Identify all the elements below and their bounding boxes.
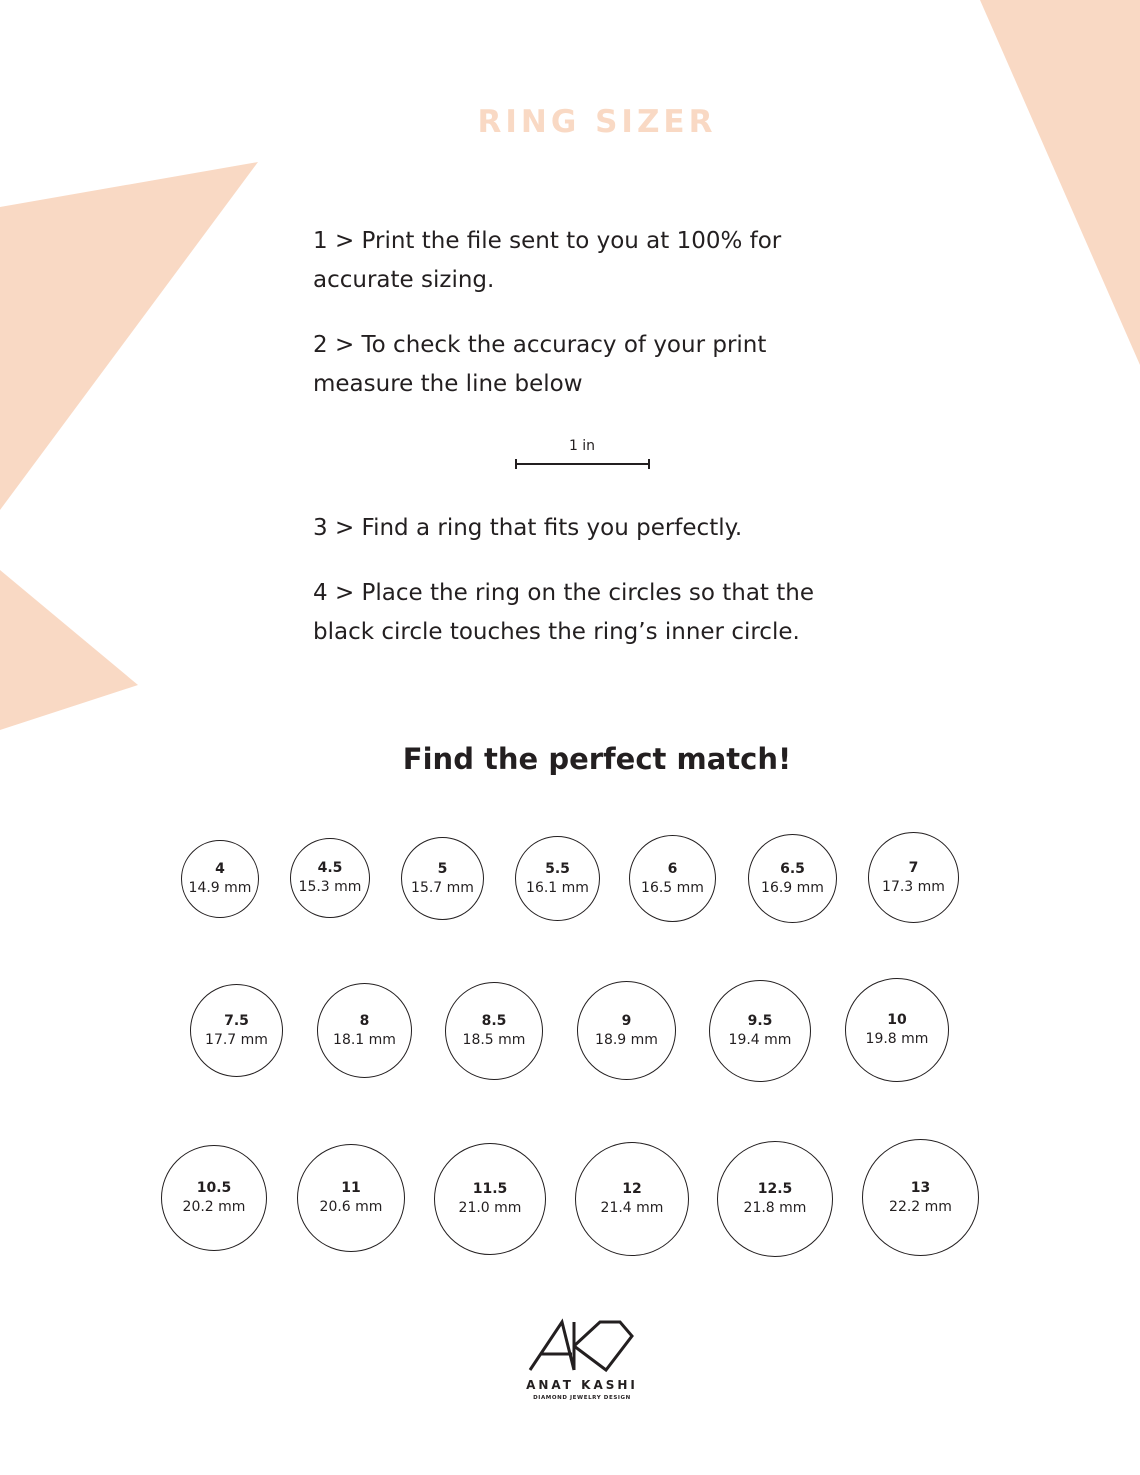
ring-size-label: 6.5	[780, 860, 805, 877]
ring-size-label: 7	[908, 859, 919, 876]
ring-circle	[181, 840, 259, 918]
ring-size-label: 9.5	[747, 1013, 773, 1029]
page-title: RING SIZER	[477, 104, 717, 140]
ring-circle	[862, 1139, 979, 1256]
ring-size-label: 13	[910, 1179, 931, 1196]
ring-diameter-label: 19.8 mm	[865, 1031, 929, 1047]
ring-circle	[290, 838, 370, 918]
ring-size-label: 8.5	[481, 1013, 507, 1029]
ring-size-label: 11	[341, 1180, 361, 1196]
one-inch-ruler	[514, 458, 652, 470]
ring-diameter-label: 18.5 mm	[462, 1032, 526, 1048]
ring-diameter-label: 15.3 mm	[298, 879, 362, 895]
ring-diameter-label: 16.5 mm	[641, 879, 704, 896]
ring-size-label: 5	[437, 860, 448, 877]
ring-diameter-label: 20.6 mm	[319, 1199, 383, 1215]
ring-diameter-label: 21.8 mm	[743, 1200, 807, 1216]
ring-circle	[748, 834, 837, 923]
ring-circle	[629, 835, 716, 922]
ring-circle	[868, 832, 959, 923]
ring-diameter-label: 16.9 mm	[761, 879, 824, 896]
ring-diameter-label: 20.2 mm	[182, 1199, 246, 1215]
ring-circle	[845, 978, 949, 1082]
ring-size-label: 10	[887, 1012, 907, 1028]
ring-size-label: 8	[359, 1012, 370, 1029]
ring-size-label: 4.5	[317, 860, 343, 876]
ring-size-label: 12	[622, 1181, 642, 1197]
ring-size-label: 10.5	[196, 1180, 232, 1196]
ring-circle	[161, 1145, 267, 1251]
ring-diameter-label: 14.9 mm	[188, 880, 252, 896]
ring-diameter-label: 18.9 mm	[595, 1031, 658, 1048]
instruction-step-2: 2 > To check the accuracy of your print measure the line below	[313, 332, 767, 397]
ring-circle	[577, 981, 676, 1080]
ring-diameter-label: 15.7 mm	[411, 879, 474, 896]
ring-size-label: 5.5	[545, 860, 570, 877]
ak-diamond-logo-icon	[528, 1318, 636, 1374]
ring-diameter-label: 21.4 mm	[600, 1200, 664, 1216]
ring-size-label: 6	[667, 860, 678, 877]
ring-circle	[317, 983, 412, 1078]
ring-circle	[190, 984, 283, 1077]
left-triangle-lower	[0, 570, 138, 730]
right-triangle	[980, 0, 1140, 365]
ring-size-label: 9	[621, 1012, 632, 1029]
instruction-step-4: 4 > Place the ring on the circles so that the black circle touches the ring’s inner circle.	[313, 580, 814, 645]
ring-size-label: 11.5	[472, 1181, 508, 1197]
ring-circle	[445, 982, 543, 1080]
ring-circle	[717, 1141, 833, 1257]
ring-diameter-label: 21.0 mm	[458, 1200, 522, 1216]
ring-circle	[401, 837, 484, 920]
ring-circle	[575, 1142, 689, 1256]
left-triangle-upper	[0, 162, 258, 510]
ring-diameter-label: 16.1 mm	[526, 879, 589, 896]
ring-diameter-label: 18.1 mm	[333, 1031, 396, 1048]
ring-diameter-label: 17.7 mm	[205, 1031, 268, 1048]
instruction-step-3: 3 > Find a ring that fits you perfectly.	[313, 515, 743, 541]
ring-diameter-label: 17.3 mm	[882, 878, 945, 895]
brand-tagline: DIAMOND JEWELRY DESIGN	[533, 1395, 631, 1401]
ring-diameter-label: 22.2 mm	[889, 1198, 952, 1215]
ring-size-label: 4	[215, 861, 225, 877]
ring-circle	[709, 980, 811, 1082]
match-heading: Find the perfect match!	[402, 742, 792, 776]
instruction-step-1: 1 > Print the file sent to you at 100% for accurate sizing.	[313, 228, 782, 293]
ring-circle	[515, 836, 600, 921]
ring-size-label: 7.5	[224, 1012, 249, 1029]
brand-name: ANAT KASHI	[526, 1378, 638, 1392]
ring-circle	[434, 1143, 546, 1255]
ring-circle	[297, 1144, 405, 1252]
ruler-label: 1 in	[568, 438, 596, 454]
ring-size-label: 12.5	[757, 1181, 793, 1197]
ring-diameter-label: 19.4 mm	[728, 1032, 792, 1048]
